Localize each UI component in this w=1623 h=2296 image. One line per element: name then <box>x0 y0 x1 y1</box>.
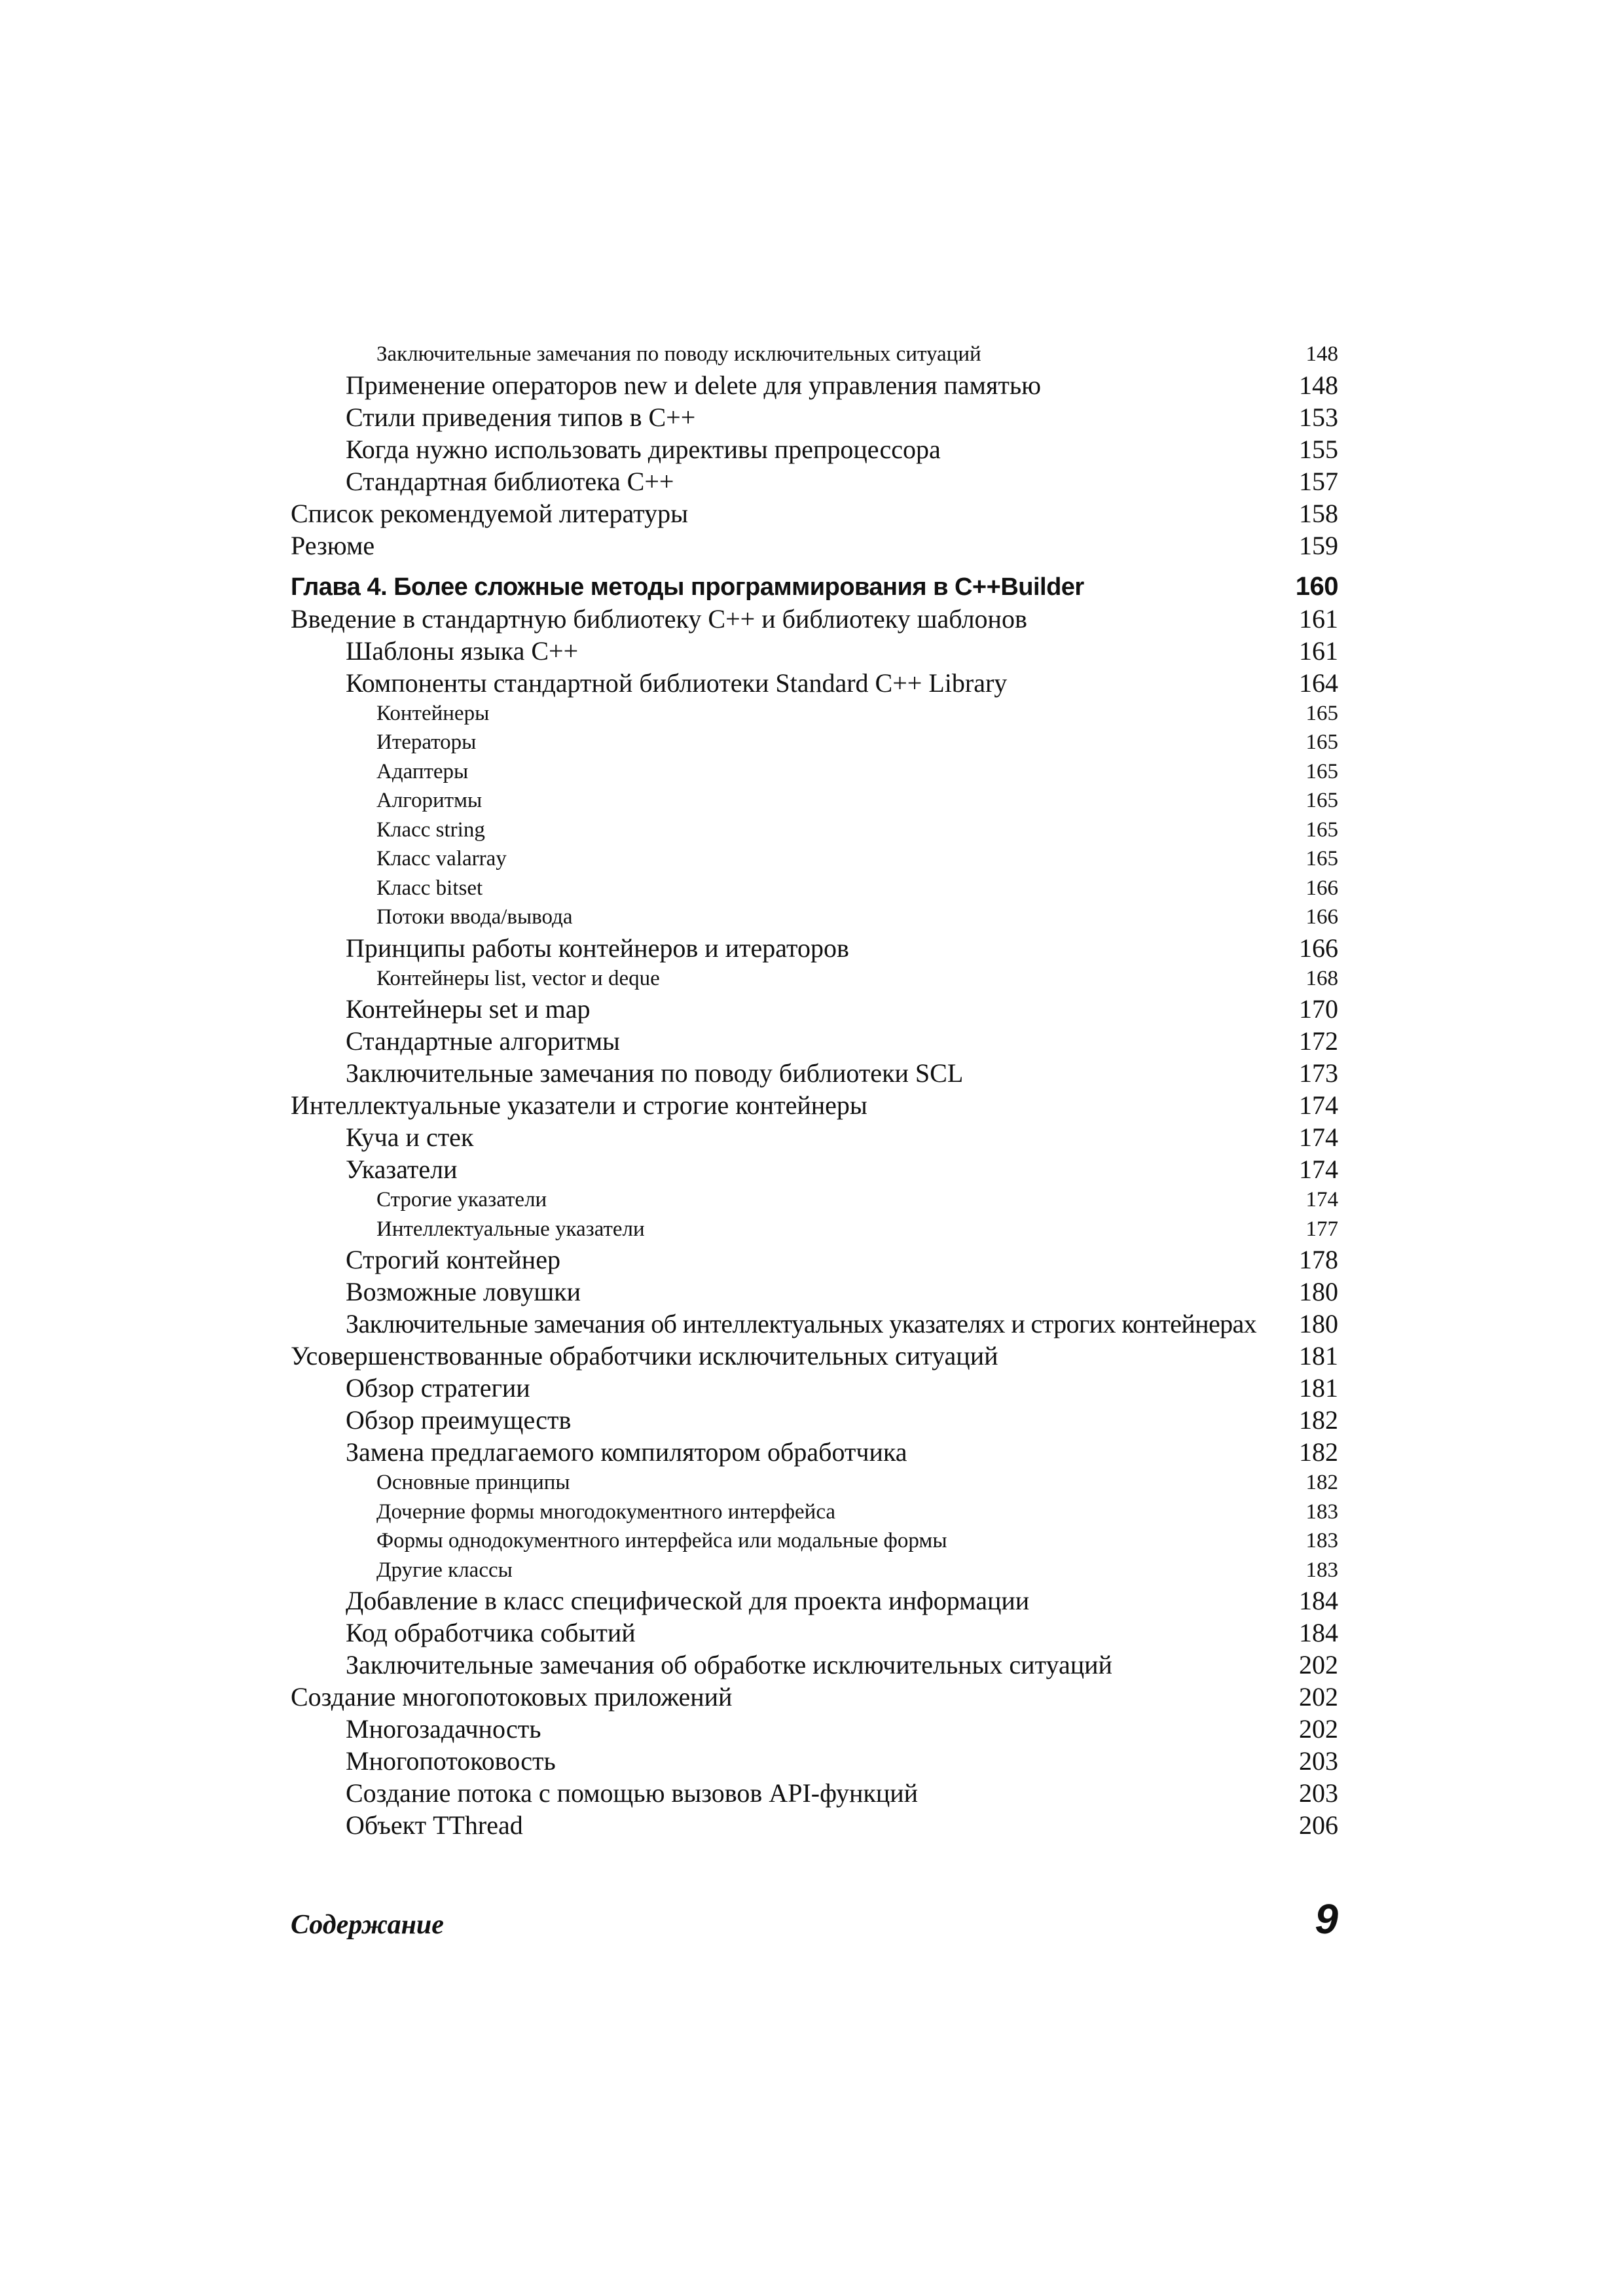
toc-entry-title: Строгие указатели <box>376 1188 547 1211</box>
toc-entry-page: 166 <box>1305 876 1338 900</box>
toc-subsection-entry <box>291 993 1338 1025</box>
toc-subsection-entry <box>291 465 1338 497</box>
toc-entry-page: 148 <box>1305 342 1338 366</box>
toc-entry-title: Резюме <box>291 530 375 560</box>
toc-entry-title: Возможные ловушки <box>346 1277 581 1306</box>
toc-entry-page: 165 <box>1305 847 1338 870</box>
toc-subsection-entry <box>291 1153 1338 1185</box>
toc-entry-page: 165 <box>1305 701 1338 725</box>
toc-entry-title: Основные принципы <box>376 1471 570 1494</box>
toc-entry-title: Введение в стандартную библиотеку C++ и библиотеку шаблонов <box>291 603 1027 634</box>
toc-section-entry <box>291 529 1338 562</box>
toc-entry-page: 182 <box>1305 1471 1338 1494</box>
toc-entry-title: Компоненты стандартной библиотеки Standard C++ Library <box>346 668 1008 698</box>
toc-subsubsection-entry <box>291 1556 1338 1585</box>
page-footer <box>291 1895 1338 1947</box>
toc-entry-page: 184 <box>1299 1618 1338 1647</box>
toc-entry-title: Добавление в класс специфической для проекта информации <box>346 1586 1030 1615</box>
toc-subsection-entry <box>291 1777 1338 1809</box>
toc-subsubsection-entry <box>291 1468 1338 1498</box>
toc-entry-page: 173 <box>1299 1058 1338 1088</box>
toc-entry-title: Заключительные замечания об интеллектуальных указателях и строгих контейнерах <box>346 1309 1257 1338</box>
toc-subsection-entry <box>291 1276 1338 1308</box>
toc-entry-title: Стили приведения типов в C++ <box>346 402 696 432</box>
toc-entry-page: 174 <box>1299 1090 1338 1120</box>
toc-subsubsection-entry <box>291 903 1338 932</box>
toc-subsection-entry <box>291 1244 1338 1276</box>
toc-entry-page: 170 <box>1299 994 1338 1024</box>
toc-entry-page: 202 <box>1299 1714 1338 1744</box>
toc-entry-title: Объект TThread <box>346 1810 523 1840</box>
toc-subsubsection-entry <box>291 1185 1338 1215</box>
toc-entry-title: Потоки ввода/вывода <box>376 905 573 929</box>
toc-entry-page: 172 <box>1299 1026 1338 1056</box>
toc-subsection-entry <box>291 1404 1338 1436</box>
toc-entry-page: 182 <box>1299 1437 1338 1467</box>
toc-entry-title: Глава 4. Более сложные методы программирования в C++Builder <box>291 573 1084 601</box>
toc-entry-page: 166 <box>1299 933 1338 963</box>
toc-section-entry <box>291 603 1338 635</box>
toc-entry-title: Обзор стратегии <box>346 1373 530 1403</box>
toc-entry-page: 153 <box>1299 402 1338 432</box>
table-of-contents <box>291 340 1338 1841</box>
toc-entry-page: 203 <box>1299 1778 1338 1808</box>
toc-subsection-entry <box>291 932 1338 964</box>
toc-subsection-entry <box>291 1617 1338 1649</box>
toc-subsubsection-entry <box>291 786 1338 816</box>
toc-entry-page: 158 <box>1299 498 1338 528</box>
toc-subsubsection-entry <box>291 816 1338 845</box>
toc-subsection-entry <box>291 1372 1338 1404</box>
toc-entry-page: 181 <box>1299 1341 1338 1371</box>
toc-entry-page: 183 <box>1305 1529 1338 1552</box>
toc-entry-title: Когда нужно использовать директивы препроцессора <box>346 434 941 464</box>
toc-entry-page: 182 <box>1299 1405 1338 1435</box>
toc-entry-title: Итераторы <box>376 730 477 754</box>
toc-entry-page: 165 <box>1305 730 1338 754</box>
toc-entry-page: 161 <box>1299 603 1338 634</box>
toc-entry-title: Создание многопотоковых приложений <box>291 1682 733 1712</box>
toc-entry-title: Многозадачность <box>346 1714 541 1744</box>
toc-section-entry <box>291 1340 1338 1372</box>
toc-entry-title: Формы однодокументного интерфейса или модальные формы <box>376 1529 947 1552</box>
toc-entry-page: 166 <box>1305 905 1338 929</box>
toc-entry-title: Строгий контейнер <box>346 1245 560 1274</box>
page-number: 9 <box>1315 1895 1338 1943</box>
toc-entry-page: 202 <box>1299 1682 1338 1712</box>
toc-entry-title: Указатели <box>346 1155 458 1184</box>
toc-section-entry <box>291 1089 1338 1121</box>
toc-entry-page: 206 <box>1299 1810 1338 1840</box>
toc-subsection-entry <box>291 1025 1338 1057</box>
toc-entry-page: 184 <box>1299 1586 1338 1615</box>
toc-entry-page: 168 <box>1305 966 1338 990</box>
toc-subsection-entry <box>291 401 1338 433</box>
toc-entry-title: Многопотоковость <box>346 1746 556 1776</box>
toc-subsubsection-entry <box>291 964 1338 994</box>
toc-subsubsection-entry <box>291 757 1338 787</box>
toc-entry-title: Заключительные замечания по поводу исключительных ситуаций <box>376 342 981 366</box>
toc-entry-title: Дочерние формы многодокументного интерфейса <box>376 1499 836 1524</box>
toc-entry-title: Контейнеры list, vector и deque <box>376 966 660 990</box>
toc-entry-page: 181 <box>1299 1373 1338 1403</box>
toc-entry-page: 164 <box>1299 668 1338 698</box>
toc-subsubsection-entry <box>291 1215 1338 1244</box>
toc-subsubsection-entry <box>291 699 1338 728</box>
toc-subsection-entry <box>291 433 1338 465</box>
toc-entry-title: Другие классы <box>376 1558 513 1582</box>
toc-subsection-entry <box>291 667 1338 699</box>
toc-entry-title: Усовершенствованные обработчики исключительных ситуаций <box>291 1341 998 1371</box>
toc-subsection-entry <box>291 1649 1338 1681</box>
toc-subsubsection-entry <box>291 1498 1338 1527</box>
toc-entry-page: 180 <box>1299 1277 1338 1306</box>
toc-entry-title: Замена предлагаемого компилятором обработчика <box>346 1437 907 1467</box>
toc-subsubsection-entry <box>291 728 1338 757</box>
toc-entry-title: Алгоритмы <box>376 789 483 812</box>
toc-entry-page: 165 <box>1305 759 1338 783</box>
toc-entry-page: 203 <box>1299 1746 1338 1776</box>
toc-entry-title: Обзор преимуществ <box>346 1405 572 1435</box>
toc-entry-page: 165 <box>1305 789 1338 812</box>
toc-entry-page: 159 <box>1299 530 1338 560</box>
toc-chapter-heading <box>291 571 1338 603</box>
toc-entry-page: 177 <box>1305 1217 1338 1241</box>
toc-entry-title: Код обработчика событий <box>346 1618 636 1647</box>
toc-entry-page: 174 <box>1299 1122 1338 1152</box>
toc-entry-title: Список рекомендуемой литературы <box>291 498 688 528</box>
toc-subsubsection-entry <box>291 1526 1338 1556</box>
toc-entry-title: Стандартная библиотека C++ <box>346 466 674 496</box>
toc-entry-page: 183 <box>1305 1558 1338 1582</box>
toc-entry-page: 161 <box>1299 636 1338 666</box>
toc-subsection-entry <box>291 1809 1338 1841</box>
toc-subsection-entry <box>291 1713 1338 1745</box>
toc-entry-title: Класс string <box>376 817 485 842</box>
toc-entry-title: Интеллектуальные указатели и строгие контейнеры <box>291 1090 867 1120</box>
toc-entry-page: 183 <box>1305 1499 1338 1524</box>
toc-subsubsection-entry <box>291 874 1338 903</box>
toc-subsection-entry <box>291 1585 1338 1617</box>
toc-subsection-entry <box>291 1745 1338 1777</box>
toc-subsection-entry <box>291 369 1338 401</box>
toc-entry-title: Применение операторов new и delete для управления памятью <box>346 370 1041 400</box>
toc-entry-title: Шаблоны языка C++ <box>346 636 579 666</box>
toc-entry-title: Заключительные замечания по поводу библиотеки SCL <box>346 1058 964 1088</box>
toc-entry-title: Заключительные замечания об обработке исключительных ситуаций <box>346 1650 1112 1679</box>
toc-entry-page: 148 <box>1299 370 1338 400</box>
toc-subsubsection-entry <box>291 844 1338 874</box>
toc-entry-title: Стандартные алгоритмы <box>346 1026 620 1056</box>
toc-entry-page: 155 <box>1299 434 1338 464</box>
toc-subsubsection-entry <box>291 340 1338 369</box>
toc-subsection-entry <box>291 1436 1338 1468</box>
toc-entry-page: 160 <box>1295 571 1338 601</box>
toc-entry-title: Интеллектуальные указатели <box>376 1217 645 1241</box>
toc-entry-page: 180 <box>1299 1309 1338 1338</box>
toc-entry-title: Адаптеры <box>376 759 469 783</box>
toc-entry-title: Куча и стек <box>346 1122 474 1152</box>
toc-section-entry <box>291 1681 1338 1713</box>
toc-subsection-entry <box>291 1308 1338 1340</box>
toc-entry-page: 202 <box>1299 1650 1338 1679</box>
toc-entry-page: 157 <box>1299 466 1338 496</box>
toc-entry-title: Класс bitset <box>376 876 483 900</box>
toc-subsection-entry <box>291 1057 1338 1089</box>
running-section-title: Содержание <box>291 1910 444 1940</box>
toc-entry-title: Контейнеры <box>376 701 490 725</box>
toc-entry-page: 174 <box>1299 1155 1338 1184</box>
toc-subsection-entry <box>291 1121 1338 1153</box>
toc-entry-title: Контейнеры set и map <box>346 994 591 1024</box>
toc-entry-title: Класс valarray <box>376 847 507 870</box>
toc-entry-title: Создание потока с помощью вызовов API-функций <box>346 1778 919 1808</box>
toc-entry-page: 174 <box>1305 1188 1338 1211</box>
toc-subsection-entry <box>291 635 1338 667</box>
toc-entry-title: Принципы работы контейнеров и итераторов <box>346 933 849 963</box>
toc-entry-page: 165 <box>1305 817 1338 842</box>
toc-entry-page: 178 <box>1299 1245 1338 1274</box>
toc-section-entry <box>291 497 1338 529</box>
